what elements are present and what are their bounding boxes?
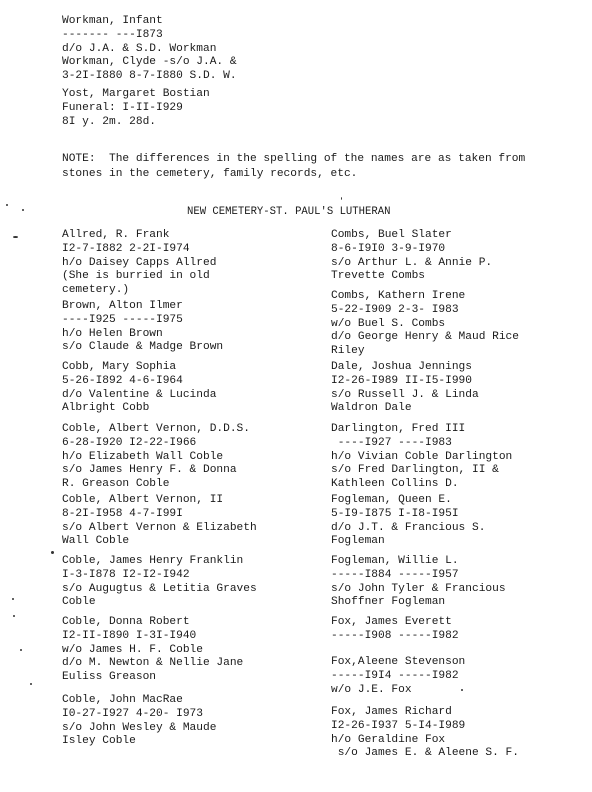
entry-line: s/o James E. & Aleene S. F. — [331, 747, 519, 760]
scan-speck — [461, 689, 463, 691]
entry-line: Fogleman, Willie L. — [331, 555, 459, 567]
entry-line: Shoffner Fogleman — [331, 596, 446, 609]
entry-line: 3-2I-I880 8-7-I880 S.D. W. — [62, 69, 237, 82]
entry-line: h/o Helen Brown — [62, 327, 163, 340]
entry-line: d/o Valentine & Lucinda — [62, 388, 217, 401]
entry-line: Riley — [331, 345, 365, 358]
entry-line: s/o James Henry F. & Donna — [62, 464, 237, 477]
entry-line: s/o Russell J. & Linda — [331, 388, 479, 401]
entry-line: 8-6-I9I0 3-9-I970 — [331, 242, 446, 255]
entry-combs-kathern-irene — [331, 290, 519, 359]
scan-speck — [341, 197, 342, 200]
entry-line: I2-26-I989 II-I5-I990 — [331, 374, 472, 387]
entry-cobb-mary-sophia — [62, 361, 216, 416]
entry-line: Dale, Joshua Jennings — [331, 361, 472, 373]
entry-darlington-fred-iii — [331, 423, 512, 492]
entry-line: Coble, James Henry Franklin — [62, 555, 244, 567]
scan-speck — [12, 598, 14, 600]
entry-workman-infant — [62, 15, 216, 56]
entry-line: 8I y. 2m. 28d. — [62, 115, 156, 128]
entry-line: Fox,Aleene Stevenson — [331, 656, 466, 668]
entry-line: Brown, Alton Ilmer — [62, 300, 183, 312]
entry-line: Workman, Infant — [62, 15, 163, 27]
entry-line: I0-27-I927 4-20- I973 — [62, 707, 203, 720]
entry-line: w/o James H. F. Coble — [62, 643, 203, 656]
entry-line: 5-26-I892 4-6-I964 — [62, 374, 183, 387]
entry-line: Combs, Kathern Irene — [331, 290, 466, 302]
entry-line: h/o Elizabeth Wall Coble — [62, 450, 224, 463]
entry-line: Funeral: I-II-I929 — [62, 101, 183, 114]
entry-line: I2-26-I937 5-I4-I989 — [331, 719, 466, 732]
scan-speck — [13, 615, 15, 617]
entry-line: -----I908 -----I982 — [331, 629, 459, 642]
entry-line: w/o J.E. Fox — [331, 683, 412, 696]
entry-line: 6-28-I920 I2-22-I966 — [62, 436, 197, 449]
entry-line: 5-22-I909 2-3- I983 — [331, 303, 459, 316]
entry-line: Coble, John MacRae — [62, 694, 183, 706]
entry-line: d/o J.A. & S.D. Workman — [62, 42, 217, 55]
entry-coble-john-macrae — [62, 694, 216, 749]
entry-line: Isley Coble — [62, 735, 136, 748]
scan-speck — [20, 649, 22, 651]
entry-line: ------- ---I873 — [62, 28, 163, 41]
entry-line: w/o Buel S. Combs — [331, 317, 446, 330]
entry-line: Euliss Greason — [62, 671, 156, 684]
entry-line: Workman, Clyde -s/o J.A. & — [62, 56, 237, 68]
scan-speck — [51, 551, 54, 554]
entry-line: -----I884 -----I957 — [331, 568, 459, 581]
entry-line: Allred, R. Frank — [62, 229, 170, 241]
entry-coble-donna-robert — [62, 616, 243, 685]
entry-line: 8-2I-I958 4-7-I99I — [62, 507, 183, 520]
entry-coble-albert-vernon-ii — [62, 494, 257, 549]
entry-line: Combs, Buel Slater — [331, 229, 452, 241]
scan-speck — [30, 683, 32, 685]
entry-line: d/o M. Newton & Nellie Jane — [62, 657, 244, 670]
entry-fogleman-queen-e — [331, 494, 485, 549]
spelling-note: NOTE: The differences in the spelling of the names are as taken from stones in the cemetery, family records, etc. — [62, 153, 526, 180]
entry-line: Yost, Margaret Bostian — [62, 88, 210, 100]
entry-coble-james-henry-franklin — [62, 555, 257, 610]
entry-line: Trevette Combs — [331, 270, 425, 283]
entry-line: ----I925 -----I975 — [62, 313, 183, 326]
entry-line: I-3-I878 I2-I2-I942 — [62, 568, 190, 581]
entry-line: 5-I9-I875 I-I8-I95I — [331, 507, 459, 520]
scan-speck — [22, 209, 24, 211]
entry-combs-buel-slater — [331, 229, 492, 284]
entry-line: (She is burried in old — [62, 270, 210, 283]
entry-line: Fogleman — [331, 535, 385, 548]
entry-line: Cobb, Mary Sophia — [62, 361, 177, 373]
entry-line: Wall Coble — [62, 535, 130, 548]
entry-line: Fox, James Everett — [331, 616, 452, 628]
entry-line: Darlington, Fred III — [331, 423, 466, 435]
entry-fox-james-everett — [331, 616, 459, 644]
entry-line: Coble, Albert Vernon, II — [62, 494, 224, 506]
entry-line: d/o George Henry & Maud Rice — [331, 331, 519, 344]
entry-line: -----I9I4 -----I982 — [331, 669, 459, 682]
entry-line: Fogleman, Queen E. — [331, 494, 452, 506]
entry-dale-joshua-jennings — [331, 361, 479, 416]
entry-brown-alton-ilmer — [62, 300, 223, 355]
entry-line: s/o Claude & Madge Brown — [62, 341, 224, 354]
entry-line: I2-II-I890 I-3I-I940 — [62, 629, 197, 642]
entry-line: h/o Daisey Capps Allred — [62, 256, 217, 269]
entry-line: Coble, Donna Robert — [62, 616, 190, 628]
entry-coble-albert-vernon-dds — [62, 423, 250, 492]
entry-line: Kathleen Collins D. — [331, 478, 459, 491]
entry-line: s/o Augugtus & Letitia Graves — [62, 582, 257, 595]
entry-line: s/o Albert Vernon & Elizabeth — [62, 521, 257, 534]
entry-fox-aleene-stevenson — [331, 656, 465, 697]
entry-line: Albright Cobb — [62, 402, 150, 415]
entry-line: Fox, James Richard — [331, 706, 452, 718]
entry-line: Coble — [62, 596, 96, 609]
entry-allred-r-frank — [62, 229, 216, 298]
entry-line: Waldron Dale — [331, 402, 412, 415]
entry-fox-james-richard — [331, 706, 519, 761]
entry-fogleman-willie-l — [331, 555, 506, 610]
scan-speck — [13, 236, 18, 238]
scan-speck — [6, 204, 8, 206]
entry-workman-clyde — [62, 56, 237, 84]
entry-line: s/o Fred Darlington, II & — [331, 464, 499, 477]
entry-line: I2-7-I882 2-2I-I974 — [62, 242, 190, 255]
section-heading: NEW CEMETERY-ST. PAUL'S LUTHERAN — [187, 206, 391, 218]
entry-line: cemetery.) — [62, 284, 130, 297]
entry-line: s/o John Tyler & Francious — [331, 582, 506, 595]
entry-yost-margaret — [62, 88, 210, 129]
entry-line: h/o Vivian Coble Darlington — [331, 450, 513, 463]
entry-line: s/o Arthur L. & Annie P. — [331, 256, 493, 269]
entry-line: ----I927 ----I983 — [331, 436, 452, 449]
entry-line: Coble, Albert Vernon, D.D.S. — [62, 423, 250, 435]
entry-line: s/o John Wesley & Maude — [62, 721, 217, 734]
entry-line: R. Greason Coble — [62, 478, 170, 491]
entry-line: d/o J.T. & Francious S. — [331, 521, 486, 534]
entry-line: h/o Geraldine Fox — [331, 733, 446, 746]
